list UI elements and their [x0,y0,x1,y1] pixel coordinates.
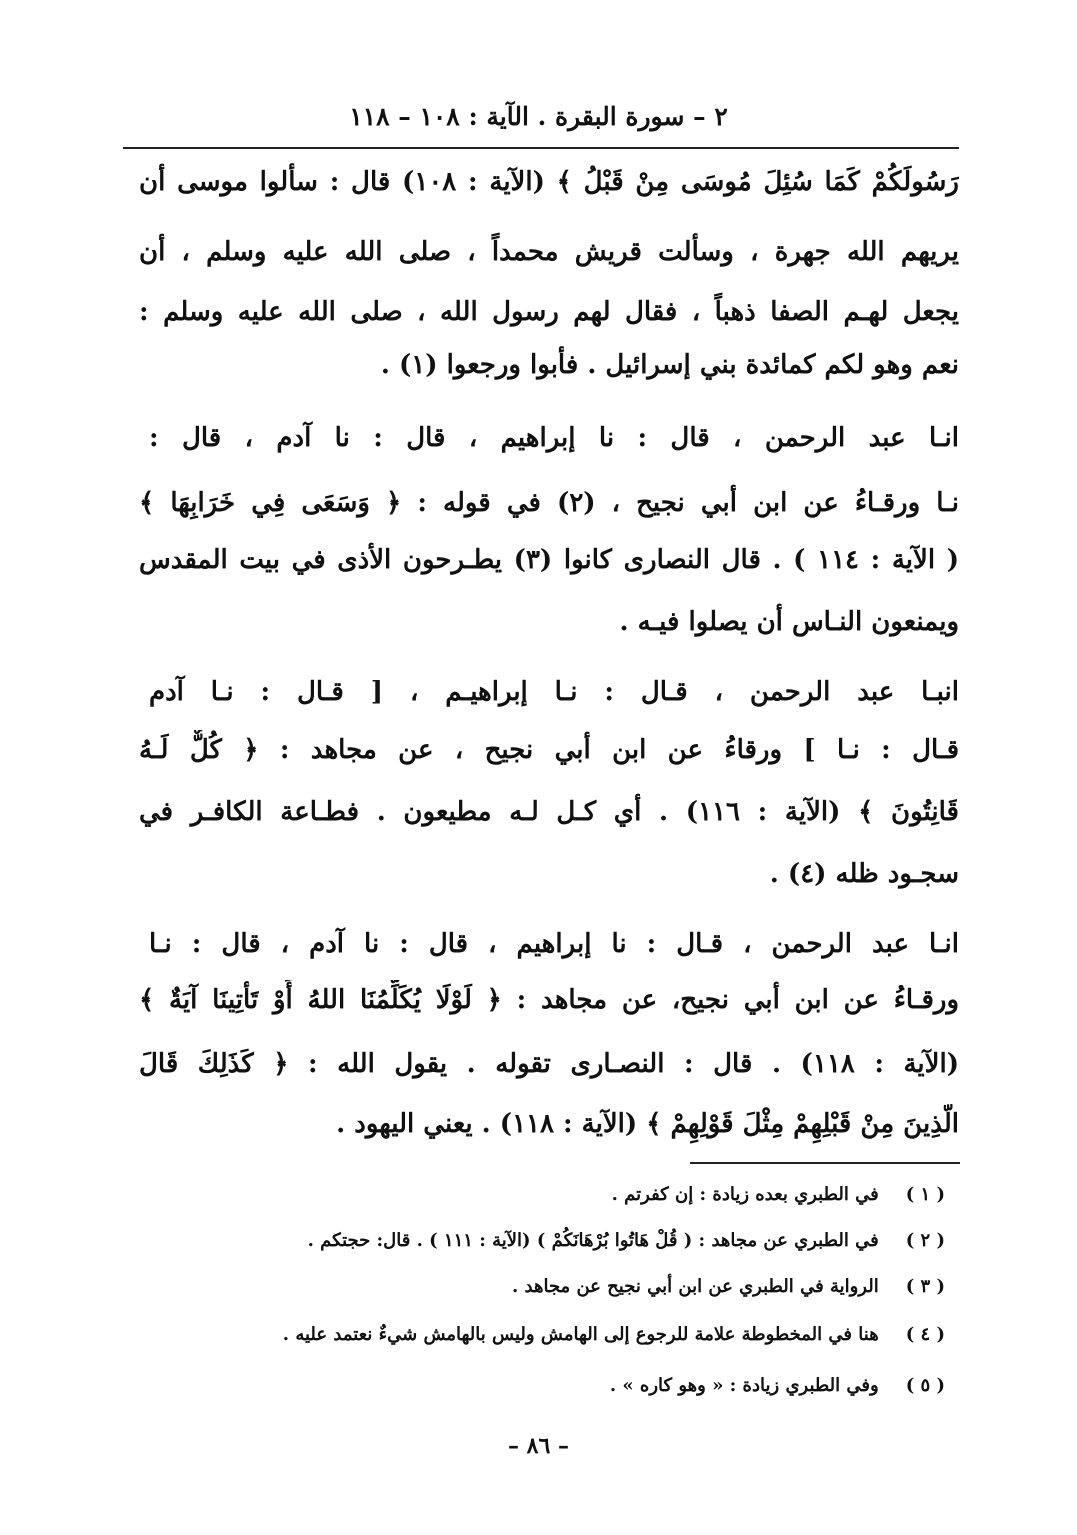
header-rule [123,147,959,149]
footnote-text: الرواية في الطبري عن ابن أبي نجيح عن مجاهد . [511,1276,879,1297]
footnote-rule [690,1162,960,1164]
body-line: (الآية : ١١٨) . قال : النصـارى تقوله . يقول الله : ﴿ كَذَلِكَ قَالَ [139,1049,959,1079]
footnote-text: وفي الطبري زيادة : « وهو كاره » . [609,1375,879,1396]
footnote [165,1272,945,1302]
footnote-number: ( ٢ ) [905,1230,945,1251]
running-head: ٢ – سورة البقرة . الآية : ١٠٨ – ١١٨ [349,102,728,131]
footnote-text: في الطبري بعده زيادة : إن كفرتم . [611,1184,879,1205]
footnote-number: ( ٥ ) [905,1375,945,1396]
footnote [165,1320,945,1350]
body-line: يريهم الله جهرة ، وسألت قريش محمداً ، صلى الله عليه وسلم ، أن [139,237,959,267]
body-line: يجعل لهـم الصفا ذهباً ، فقال لهم رسول الله ، صلى الله عليه وسلم : [139,297,959,327]
body-line: نعم وهو لكم كمائدة بني إسرائيل . فأبوا ورجعوا (١) . [380,350,959,380]
body-line: سجـود ظله (٤) . [769,859,959,889]
body-line: قَانِتُونَ ﴾ (الآية : ١١٦) . أي كـل لـه مطيعون . فطـاعة الكافـر في [139,797,959,827]
body-line: ويمنعون النـاس أن يصلوا فيـه . [619,607,959,637]
body-line: انـا عبد الرحمن ، قال : نا إبراهيم ، قال : نا آدم ، قال : [149,423,959,453]
footnote [165,1371,945,1401]
page-number: – ٨٦ – [508,1433,569,1459]
body-line: انبـا عبد الرحمن ، قـال : نـا إبراهيـم ، [ قـال : نـا آدم [149,677,959,707]
body-line: قـال : نـا ] ورقاءُ عن ابن أبي نجيح ، عن مجاهد : ﴿ كُلٌّ لَـهُ [139,735,959,765]
footnote [165,1226,945,1256]
footnote-number: ( ٣ ) [905,1276,945,1297]
body-line: نـا ورقـاءُ عن ابن أبي نجيح ، (٢) في قوله : ﴿ وَسَعَى فِي خَرَابِهَا ﴾ [139,488,959,518]
footnote-number: ( ٤ ) [905,1324,945,1345]
footnote-text: في الطبري عن مجاهد : ( قُلْ هَاتُوا بُرْهَانَكُمْ ) (الآية : ١١١ ) . قال: حجتكم . [307,1230,879,1251]
body-line: الَّذِينَ مِنْ قَبْلِهِمْ مِثْلَ قَوْلِهِمْ ﴾ (الآية : ١١٨) . يعني اليهود . [336,1109,959,1139]
body-line: ( الآية : ١١٤ ) . قال النصارى كانوا (٣) يطـرحون الأذى في بيت المقدس [139,545,959,575]
body-line: انـا عبد الرحمن ، قـال : نا إبراهيم ، قال : نا آدم ، قال : نـا [149,929,959,959]
footnote-text: هنا في المخطوطة علامة للرجوع إلى الهامش وليس بالهامش شيءٌ نعتمد عليه . [282,1324,879,1345]
body-line: رَسُولَكُمْ كَمَا سُئِلَ مُوسَى مِنْ قَبْلُ ﴾ (الآية : ١٠٨) قال : سألوا موسى أن [139,167,959,197]
footnote-number: ( ١ ) [905,1184,945,1205]
footnote [165,1180,945,1210]
body-line: ورقـاءُ عن ابن أبي نجيح، عن مجاهد : ﴿ لَوْلَا يُكَلِّمُنَا اللهُ أَوْ تَأْتِينَا آيَةٌ ﴾ [139,985,959,1015]
